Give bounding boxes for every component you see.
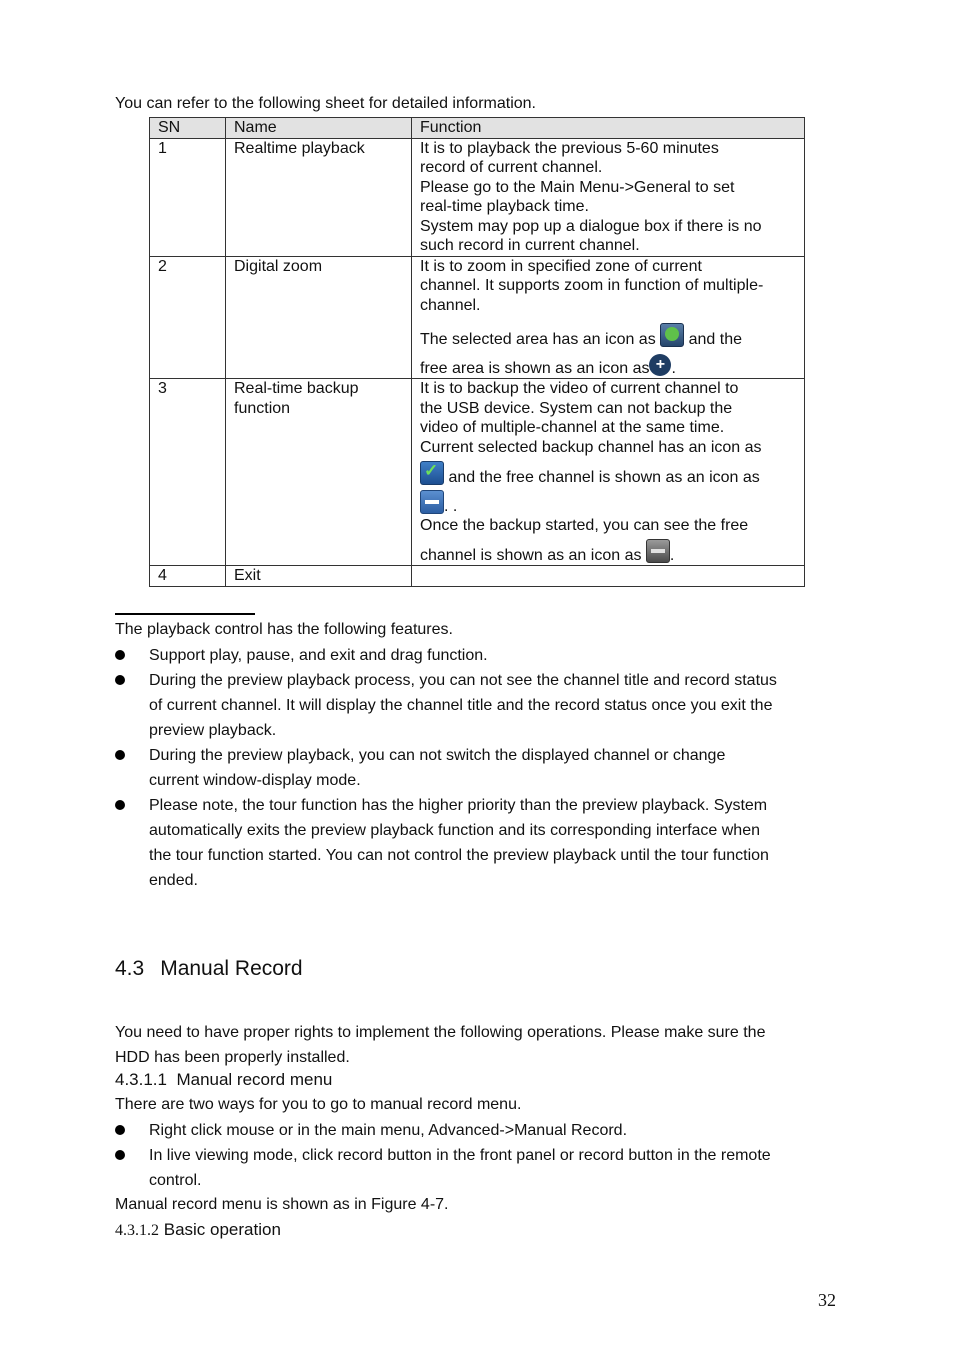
row-name: Exit (226, 566, 412, 587)
list-item-line: preview playback. (149, 722, 277, 739)
function-line (420, 354, 804, 379)
function-text: The selected area has an icon as (420, 331, 656, 348)
function-line: video of multiple-channel at the same time. (420, 419, 725, 436)
bullet-icon (115, 675, 125, 685)
row-name: Realtime playback (226, 138, 412, 256)
list-item-line: current window-display mode. (149, 772, 361, 789)
subsection-number: 4.3.1.1 (115, 1070, 167, 1089)
function-line: Once the backup started, you can see the free (420, 517, 749, 534)
section-heading (115, 957, 303, 981)
function-line: Please go to the Main Menu->General to set (420, 178, 735, 196)
row-sn: 2 (150, 256, 226, 379)
list-item-line: automatically exits the preview playback function and its corresponding interface when (149, 822, 760, 839)
table-row (150, 566, 805, 587)
function-line: record of current channel. (420, 159, 603, 176)
list-item (149, 793, 849, 893)
header-name: Name (226, 118, 412, 139)
figure-reference: Manual record menu is shown as in Figure 4-7. (115, 1196, 449, 1213)
function-text: . (671, 359, 676, 377)
row-sn: 3 (150, 379, 226, 566)
function-line: channel. It supports zoom in function of multiple- (420, 277, 764, 294)
list-item (149, 1118, 849, 1143)
row-function (412, 379, 805, 566)
intro-text: You can refer to the following sheet for detailed information. (115, 95, 536, 112)
backup-selected-icon (420, 461, 444, 485)
function-text: channel is shown as an icon as (420, 546, 642, 564)
function-text: and the free channel is shown as an icon as (448, 469, 760, 486)
row-name: Digital zoom (226, 256, 412, 379)
function-line (420, 490, 804, 517)
function-text: free area is shown as an icon as (420, 359, 650, 377)
bullet-icon (115, 1150, 125, 1160)
list-item (149, 643, 849, 668)
subsection-heading (115, 1070, 332, 1090)
subsection-heading (115, 1220, 281, 1241)
row-name (226, 379, 412, 566)
function-line: It is to playback the previous 5-60 minutes (420, 139, 719, 157)
row-sn: 1 (150, 138, 226, 256)
rights-paragraph (115, 1020, 765, 1070)
list-item (149, 1143, 849, 1193)
zoom-free-icon (649, 354, 671, 376)
list-item-line: Support play, pause, and exit and drag function. (149, 647, 488, 664)
function-table (149, 117, 805, 587)
header-sn: SN (150, 118, 226, 139)
list-item-line: the tour function started. You can not control the preview playback until the tour function (149, 847, 769, 864)
backup-free-icon (420, 490, 444, 514)
function-line: Current selected backup channel has an icon as (420, 438, 762, 456)
table-row (150, 256, 805, 379)
list-item-line: During the preview playback, you can not switch the displayed channel or change (149, 747, 726, 764)
section-title: Manual Record (160, 957, 303, 980)
list-item-line: control. (149, 1172, 202, 1189)
bullet-icon (115, 750, 125, 760)
list-item-line: of current channel. It will display the channel title and the record status once you exit the (149, 697, 773, 714)
table-row (150, 379, 805, 566)
subsection-number: 4.3.1.2 (115, 1222, 159, 1239)
row-function (412, 566, 805, 587)
table-row (150, 138, 805, 256)
subsection-title: Basic operation (163, 1220, 281, 1239)
row-function (412, 138, 805, 256)
function-line (420, 539, 804, 566)
function-text: and the (688, 331, 742, 348)
bullet-icon (115, 650, 125, 660)
paragraph-line: You need to have proper rights to implement the following operations. Please make sure the (115, 1024, 766, 1041)
zoom-selected-icon (660, 323, 684, 347)
features-intro: The playback control has the following features. (115, 621, 453, 638)
bullet-icon (115, 800, 125, 810)
function-line: the USB device. System can not backup the (420, 399, 733, 417)
backup-started-free-icon (646, 539, 670, 563)
list-item (149, 668, 849, 743)
row-sn: 4 (150, 566, 226, 587)
list-item-line: ended. (149, 872, 198, 889)
function-line: such record in current channel. (420, 237, 640, 254)
list-item-line: Please note, the tour function has the higher priority than the preview playback. System (149, 797, 768, 814)
name-line: function (234, 399, 291, 417)
list-item-line: Right click mouse or in the main menu, Advanced->Manual Record. (149, 1122, 628, 1139)
paragraph-line: HDD has been properly installed. (115, 1049, 350, 1066)
function-line: It is to backup the video of current channel to (420, 380, 739, 397)
page-number: 32 (818, 1290, 836, 1310)
header-function: Function (412, 118, 805, 139)
function-line: System may pop up a dialogue box if there is no (420, 217, 762, 235)
row-function (412, 256, 805, 379)
list-item (149, 743, 849, 793)
function-line (420, 461, 804, 488)
function-line (420, 323, 804, 350)
section-number: 4.3 (115, 957, 145, 980)
separator-rule (115, 613, 255, 615)
table-header-row (150, 118, 805, 139)
name-line: Real-time backup (234, 380, 359, 397)
function-line: It is to zoom in specified zone of current (420, 257, 702, 275)
subsection-title: Manual record menu (176, 1070, 333, 1089)
function-text: . . (444, 497, 458, 515)
bullet-icon (115, 1125, 125, 1135)
two-ways-text: There are two ways for you to go to manual record menu. (115, 1096, 522, 1113)
list-item-line: During the preview playback process, you can not see the channel title and record status (149, 672, 777, 689)
function-text: . (669, 546, 675, 564)
function-line: real-time playback time. (420, 198, 589, 215)
function-line: channel. (420, 296, 481, 314)
list-item-line: In live viewing mode, click record button in the front panel or record button in the remote (149, 1147, 771, 1164)
